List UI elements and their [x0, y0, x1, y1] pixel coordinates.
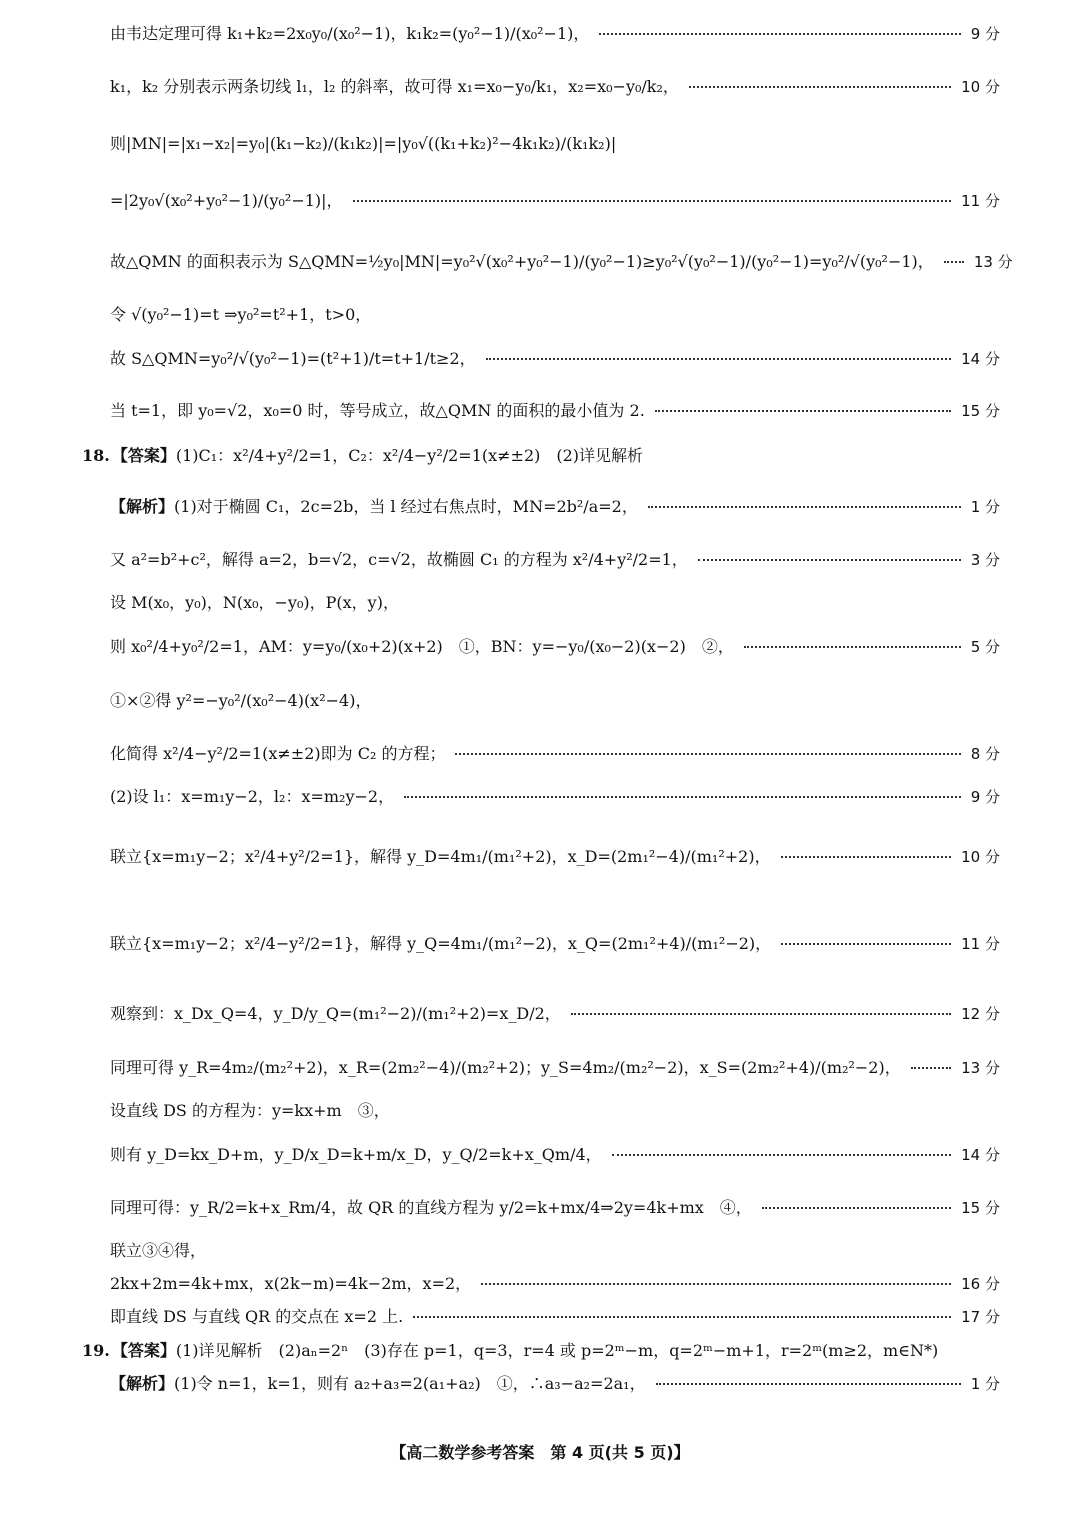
solution-line	[110, 1147, 1000, 1163]
solution-line	[110, 1200, 1000, 1216]
line-content	[110, 351, 476, 367]
dot-leader	[353, 200, 952, 202]
solution-line	[82, 448, 1000, 464]
score-label: 15 分	[961, 401, 1000, 420]
score-label: 13 分	[961, 1058, 1000, 1077]
line-text: 观察到：x_Dx_Q=4，y_D/y_Q=(m₁²−2)/(m₁²+2)=x_D/2，	[110, 1004, 561, 1023]
score-label: 11 分	[961, 934, 1000, 953]
line-content	[110, 1060, 901, 1076]
solution-line	[110, 26, 1000, 42]
line-content	[110, 746, 445, 762]
dot-leader	[781, 856, 952, 858]
line-text: (1)对于椭圆 C₁，2c=2b，当 l 经过右焦点时，MN=2b²/a=2，	[174, 497, 638, 516]
dot-leader	[648, 506, 961, 508]
line-text: ①×②得 y²=−y₀²/(x₀²−4)(x²−4)，	[110, 691, 372, 710]
line-text: 故 S△QMN=y₀²/√(y₀²−1)=(t²+1)/t=t+1/t≥2，	[110, 349, 476, 368]
line-text: 联立{x=m₁y−2；x²/4−y²/2=1}，解得 y_Q=4m₁/(m₁²−2)，x_Q=(2m₁²+4)/(m₁²−2)，	[110, 934, 772, 953]
line-text: (1)C₁：x²/4+y²/2=1，C₂：x²/4−y²/2=1(x≠±2) (2)详见解析	[175, 446, 644, 465]
solution-line	[110, 499, 1000, 515]
line-text: 由韦达定理可得 k₁+k₂=2x₀y₀/(x₀²−1)，k₁k₂=(y₀²−1)/(x₀²−1)，	[110, 24, 590, 43]
line-content	[110, 193, 343, 209]
line-content	[110, 1309, 403, 1325]
section-tag: 【解析】	[110, 1374, 175, 1393]
line-text: 同理可得：y_R/2=k+x_Rm/4，故 QR 的直线方程为 y/2=k+mx/4⇒2y=4k+mx ④，	[110, 1198, 752, 1217]
line-content	[110, 1006, 561, 1022]
line-content	[110, 639, 734, 655]
page-footer: 【高二数学参考答案 第 4 页(共 5 页)】	[390, 1443, 690, 1462]
line-content	[110, 1147, 602, 1163]
dot-leader	[486, 358, 952, 360]
line-content	[110, 1243, 206, 1259]
solution-line	[110, 252, 1013, 271]
solution-line	[110, 746, 1000, 762]
solution-line	[110, 1276, 1000, 1292]
solution-line	[110, 351, 1000, 367]
line-text: 设 M(x₀，y₀)，N(x₀，−y₀)，P(x，y)，	[110, 593, 399, 612]
dot-leader	[599, 33, 960, 35]
line-text: k₁，k₂ 分别表示两条切线 l₁，l₂ 的斜率，故可得 x₁=x₀−y₀/k₁，x₂=x₀−y₀/k₂，	[110, 77, 679, 96]
score-label: 11 分	[961, 191, 1000, 210]
line-content	[110, 849, 771, 865]
line-text: 联立{x=m₁y−2；x²/4+y²/2=1}，解得 y_D=4m₁/(m₁²+2)，x_D=(2m₁²−4)/(m₁²+2)，	[110, 847, 771, 866]
solution-line	[110, 1103, 1000, 1119]
solution-line	[82, 1343, 1000, 1359]
score-label: 1 分	[970, 497, 1000, 516]
line-content	[110, 254, 934, 270]
dot-leader	[762, 1207, 951, 1209]
score-label: 9 分	[970, 787, 1000, 806]
line-text: 当 t=1，即 y₀=√2，x₀=0 时，等号成立，故△QMN 的面积的最小值为 2.	[110, 401, 645, 420]
line-text: 则 x₀²/4+y₀²/2=1，AM：y=y₀/(x₀+2)(x+2) ①，BN：y=−y₀/(x₀−2)(x−2) ②，	[110, 637, 734, 656]
solution-line	[110, 136, 1000, 152]
dot-leader	[404, 796, 961, 798]
line-text: 设直线 DS 的方程为：y=kx+m ③，	[110, 1101, 390, 1120]
line-text: 则|MN|=|x₁−x₂|=y₀|(k₁−k₂)/(k₁k₂)|=|y₀√((k₁+k₂)²−4k₁k₂)/(k₁k₂)|	[110, 134, 617, 153]
score-label: 5 分	[970, 637, 1000, 656]
section-tag: 【答案】	[111, 1341, 176, 1360]
solution-line	[110, 1006, 1000, 1022]
line-content	[82, 448, 643, 464]
line-content	[110, 307, 371, 323]
line-content	[110, 1276, 471, 1292]
dot-leader	[413, 1316, 951, 1318]
line-content	[110, 595, 399, 611]
section-tag: 【解析】	[110, 497, 175, 516]
solution-line	[110, 639, 1000, 655]
line-content	[110, 499, 638, 515]
line-content	[110, 693, 371, 709]
line-text: =|2y₀√(x₀²+y₀²−1)/(y₀²−1)|，	[110, 191, 343, 210]
score-label: 12 分	[961, 1004, 1000, 1023]
line-content	[110, 79, 679, 95]
line-text: (1)详见解析 (2)aₙ=2ⁿ (3)存在 p=1，q=3，r=4 或 p=2ᵐ−m，q=2ᵐ−m+1，r=2ᵐ(m≥2，m∈N*)	[175, 1341, 939, 1360]
question-number: 18.	[82, 446, 110, 465]
line-text: 2kx+2m=4k+mx，x(2k−m)=4k−2m，x=2，	[110, 1274, 472, 1293]
line-content	[110, 403, 645, 419]
dot-leader	[481, 1283, 951, 1285]
score-label: 10 分	[961, 847, 1000, 866]
line-text: 联立③④得，	[110, 1241, 207, 1260]
line-text: (2)设 l₁：x=m₁y−2，l₂：x=m₂y−2，	[110, 787, 395, 806]
line-content	[110, 789, 394, 805]
line-text: 则有 y_D=kx_D+m，y_D/x_D=k+m/x_D，y_Q/2=k+x_Qm/4，	[110, 1145, 602, 1164]
dot-leader	[571, 1013, 951, 1015]
solution-line	[110, 789, 1000, 805]
dot-leader	[698, 559, 961, 561]
line-text: 又 a²=b²+c²，解得 a=2，b=√2，c=√2，故椭圆 C₁ 的方程为 x²/4+y²/2=1，	[110, 550, 688, 569]
solution-line	[110, 552, 1000, 568]
score-label: 15 分	[961, 1198, 1000, 1217]
solution-line	[110, 1243, 1000, 1259]
line-text: (1)令 n=1，k=1，则有 a₂+a₃=2(a₁+a₂) ①，∴a₃−a₂=2a₁，	[174, 1374, 646, 1393]
dot-leader	[455, 753, 960, 755]
line-content	[110, 1103, 390, 1119]
line-content	[110, 1376, 646, 1392]
score-label: 14 分	[961, 1145, 1000, 1164]
line-text: 即直线 DS 与直线 QR 的交点在 x=2 上.	[110, 1307, 404, 1326]
score-label: 3 分	[970, 550, 1000, 569]
line-text: 故△QMN 的面积表示为 S△QMN=½y₀|MN|=y₀²√(x₀²+y₀²−1)/(y₀²−1)≥y₀²√(y₀²−1)/(y₀²−1)=y₀²/√(y₀²−1)，	[110, 252, 934, 271]
line-content	[110, 936, 771, 952]
dot-leader	[689, 86, 951, 88]
line-content	[110, 552, 688, 568]
line-text: 同理可得 y_R=4m₂/(m₂²+2)，x_R=(2m₂²−4)/(m₂²+2)；y_S=4m₂/(m₂²−2)，x_S=(2m₂²+4)/(m₂²−2)，	[110, 1058, 901, 1077]
score-label: 10 分	[961, 77, 1000, 96]
dot-leader	[944, 261, 964, 263]
score-label: 13 分	[973, 252, 1013, 271]
question-number: 19.	[82, 1341, 110, 1360]
solution-line	[110, 1376, 1000, 1392]
solution-line	[110, 849, 1000, 865]
dot-leader	[655, 410, 951, 412]
solution-line	[110, 936, 1000, 952]
dot-leader	[612, 1154, 952, 1156]
solution-line	[110, 693, 1000, 709]
dot-leader	[656, 1383, 961, 1385]
line-content	[110, 26, 589, 42]
score-label: 8 分	[970, 744, 1000, 763]
line-content	[82, 1343, 938, 1359]
dot-leader	[911, 1067, 951, 1069]
line-text: 化简得 x²/4−y²/2=1(x≠±2)即为 C₂ 的方程；	[110, 744, 446, 763]
score-label: 9 分	[970, 24, 1000, 43]
score-label: 14 分	[961, 349, 1000, 368]
line-content	[110, 136, 616, 152]
solution-line	[110, 193, 1000, 209]
score-label: 1 分	[970, 1374, 1000, 1393]
score-label: 16 分	[961, 1274, 1000, 1293]
dot-leader	[744, 646, 961, 648]
solution-line	[110, 595, 1000, 611]
line-content	[110, 1200, 752, 1216]
solution-line	[110, 1309, 1000, 1325]
solution-line	[110, 1060, 1000, 1076]
score-label: 17 分	[961, 1307, 1000, 1326]
dot-leader	[781, 943, 951, 945]
solution-line	[110, 307, 1000, 323]
solution-line	[110, 79, 1000, 95]
solution-line	[110, 403, 1000, 419]
line-text: 令 √(y₀²−1)=t ⇒y₀²=t²+1，t>0，	[110, 305, 372, 324]
section-tag: 【答案】	[111, 446, 176, 465]
